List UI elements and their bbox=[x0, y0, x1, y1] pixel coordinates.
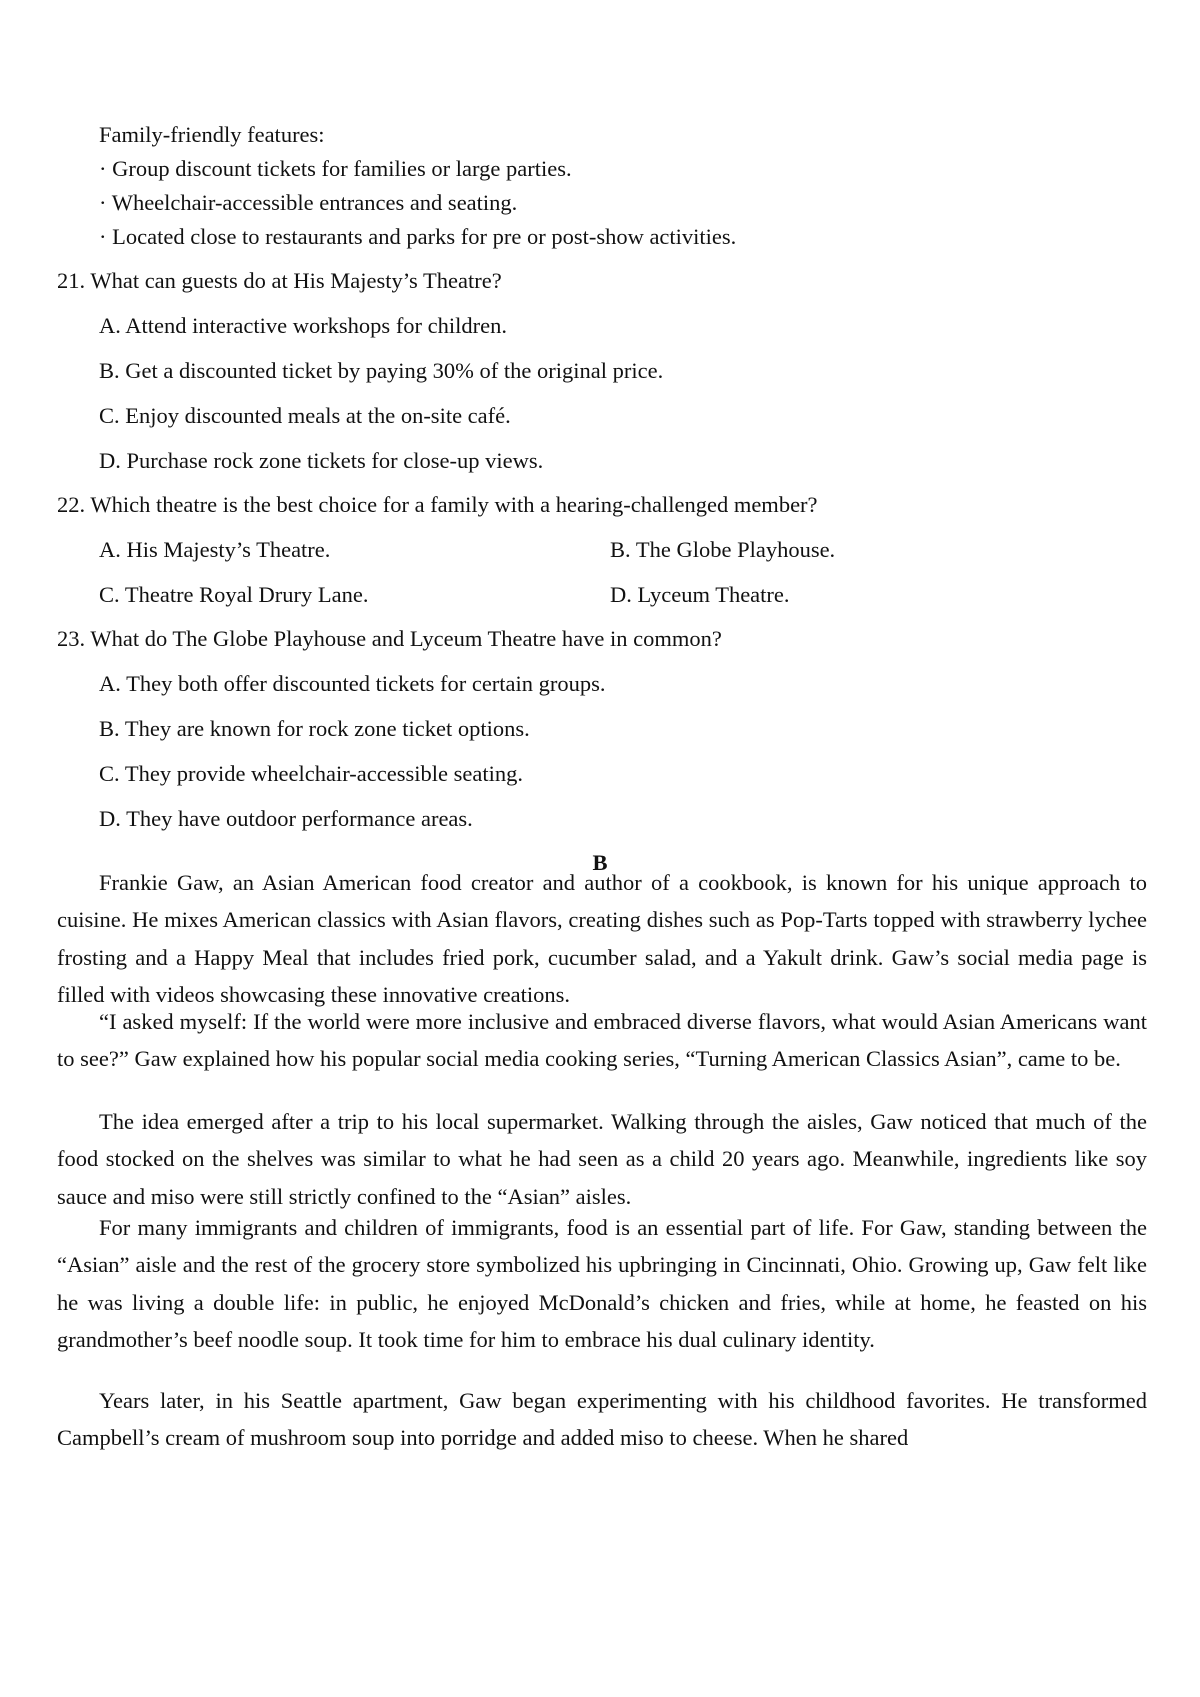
answer-option: A. Attend interactive workshops for children. bbox=[99, 313, 508, 338]
answer-option: B. The Globe Playhouse. bbox=[610, 537, 836, 562]
answer-option: D. They have outdoor performance areas. bbox=[99, 806, 473, 831]
answer-option: C. Enjoy discounted meals at the on-site café. bbox=[99, 403, 511, 428]
answer-option: C. They provide wheelchair-accessible seating. bbox=[99, 761, 523, 786]
passage-paragraph: The idea emerged after a trip to his local supermarket. Walking through the aisles, Gaw noticed that much of the food stocked on the shelves was similar to what he had seen as a child 20 years ago. Meanwhile, ingredients like soy sauce and miso were still strictly confined to the “Asian” aisles. bbox=[57, 1109, 1147, 1209]
answer-option: C. Theatre Royal Drury Lane. bbox=[99, 582, 369, 607]
passage-paragraph: Years later, in his Seattle apartment, Gaw began experimenting with his childhood favorites. He transformed Campbell’s cream of mushroom soup into porridge and added miso to cheese. When he shared bbox=[57, 1388, 1147, 1451]
features-heading: Family-friendly features: bbox=[99, 122, 325, 147]
passage-paragraph: Frankie Gaw, an Asian American food creator and author of a cookbook, is known for his unique approach to cuisine. He mixes American classics with Asian flavors, creating dishes such as Pop-Tarts topped with strawberry lychee frosting and a Happy Meal that includes fried pork, cucumber salad, and a Yakult drink. Gaw’s social media page is filled with videos showcasing these innovative creations. bbox=[57, 870, 1147, 1007]
answer-option: A. They both offer discounted tickets for certain groups. bbox=[99, 671, 606, 696]
feature-item: · Group discount tickets for families or large parties. bbox=[99, 156, 572, 181]
question-stem: 22. Which theatre is the best choice for a family with a hearing-challenged member? bbox=[57, 492, 818, 517]
section-title: B bbox=[592, 850, 608, 875]
question-stem: 23. What do The Globe Playhouse and Lyceum Theatre have in common? bbox=[57, 626, 722, 651]
answer-option: B. They are known for rock zone ticket options. bbox=[99, 716, 530, 741]
passage-paragraph: “I asked myself: If the world were more inclusive and embraced diverse flavors, what would Asian Americans want to see?” Gaw explained how his popular social media cooking series, “Turning American Classics Asian”, came to be. bbox=[57, 1009, 1147, 1072]
feature-item: · Wheelchair-accessible entrances and seating. bbox=[99, 190, 518, 215]
passage-paragraph: For many immigrants and children of immigrants, food is an essential part of life. For Gaw, standing between the “Asian” aisle and the rest of the grocery store symbolized his upbringing in Cincinnati, Ohio. Growing up, Gaw felt like he was living a double life: in public, he enjoyed McDonald’s chicken and fries, while at home, he feasted on his grandmother’s beef noodle soup. It took time for him to embrace his dual culinary identity. bbox=[57, 1215, 1147, 1352]
answer-option: A. His Majesty’s Theatre. bbox=[99, 537, 331, 562]
answer-option: D. Lyceum Theatre. bbox=[610, 582, 790, 607]
feature-item: · Located close to restaurants and parks for pre or post-show activities. bbox=[99, 224, 737, 249]
question-stem: 21. What can guests do at His Majesty’s Theatre? bbox=[57, 268, 502, 293]
answer-option: D. Purchase rock zone tickets for close-up views. bbox=[99, 448, 544, 473]
answer-option: B. Get a discounted ticket by paying 30% of the original price. bbox=[99, 358, 664, 383]
